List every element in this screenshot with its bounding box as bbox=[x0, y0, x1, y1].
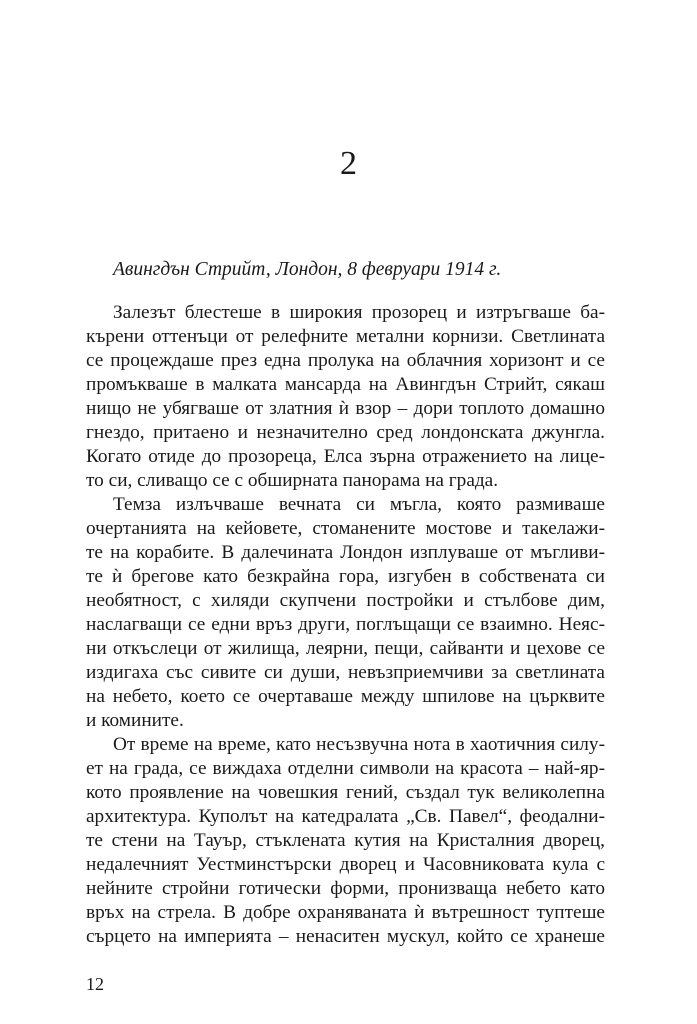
text-line: Когато отиде до прозореца, Елса зърна отражението на лице- bbox=[86, 446, 605, 467]
text-line: нищо не убягваше от златния ѝ взор – дори топлото домашно bbox=[86, 398, 605, 419]
text-line: те на корабите. В далечината Лондон изплуваше от мъгливи- bbox=[86, 542, 605, 563]
text-line: на небето, което се очертаваше между шпилове на църквите bbox=[86, 686, 605, 707]
text-line: те стени на Тауър, стъклената кутия на Кристалния дворец, bbox=[86, 830, 605, 851]
text-line: архитектура. Куполът на катедралата „Св. Павел“, феодални- bbox=[86, 806, 605, 827]
text-line: промъкваше в малката мансарда на Авингдън Стрийт, сякаш bbox=[86, 374, 605, 395]
text-line: те ѝ брегове като безкрайна гора, изгубен в собствената си bbox=[86, 566, 605, 587]
text-line: Залезът блестеше в широкия прозорец и изтръгваше ба- bbox=[113, 302, 605, 323]
text-line: връх на стрела. В добре охраняваната ѝ вътрешност туптеше bbox=[86, 902, 605, 923]
text-line: се процеждаше през една пролука на облачния хоризонт и се bbox=[86, 350, 605, 371]
text-line: Темза излъчваше вечната си мъгла, която размиваше bbox=[113, 494, 605, 515]
text-line: ет на града, се виждаха отделни символи на красота – най-яр- bbox=[86, 758, 605, 779]
text-line: нейните стройни готически форми, пронизваща небето като bbox=[86, 878, 605, 899]
text-line: От време на време, като несъзвучна нота в хаотичния силу- bbox=[113, 734, 605, 755]
chapter-epigraph-place-date: Авингдън Стрийт, Лондон, 8 февруари 1914 г. bbox=[113, 259, 502, 280]
text-line: и комините. bbox=[86, 710, 184, 731]
text-line: гнездо, притаено и незначително сред лондонската джунгла. bbox=[86, 422, 605, 443]
text-line: издигаха със сивите си души, невъзприемчиви за светлината bbox=[86, 662, 605, 683]
page-number: 12 bbox=[86, 974, 104, 994]
text-line: сърцето на империята – ненаситен мускул, който се хранеше bbox=[86, 926, 605, 947]
text-line: очертанията на кейовете, стоманените мостове и такелажи- bbox=[86, 518, 605, 539]
text-line: недалечният Уестминстърски дворец и Часовниковата кула с bbox=[86, 854, 605, 875]
text-line: ни откъслеци от жилища, леярни, пещи, сайванти и цехове се bbox=[86, 638, 605, 659]
text-line: необятност, с хиляди скупчени постройки и стълбове дим, bbox=[86, 590, 605, 611]
text-line: наслагващи се едни връз други, поглъщащи се взаимно. Неяс- bbox=[86, 614, 605, 635]
text-line: кото проявление на човешкия гений, създал тук великолепна bbox=[86, 782, 605, 803]
text-line: кърени оттенъци от релефните метални корнизи. Светлината bbox=[86, 326, 605, 347]
chapter-number: 2 bbox=[340, 145, 357, 182]
text-line: то си, сливащо се с обширната панорама на града. bbox=[86, 470, 499, 491]
